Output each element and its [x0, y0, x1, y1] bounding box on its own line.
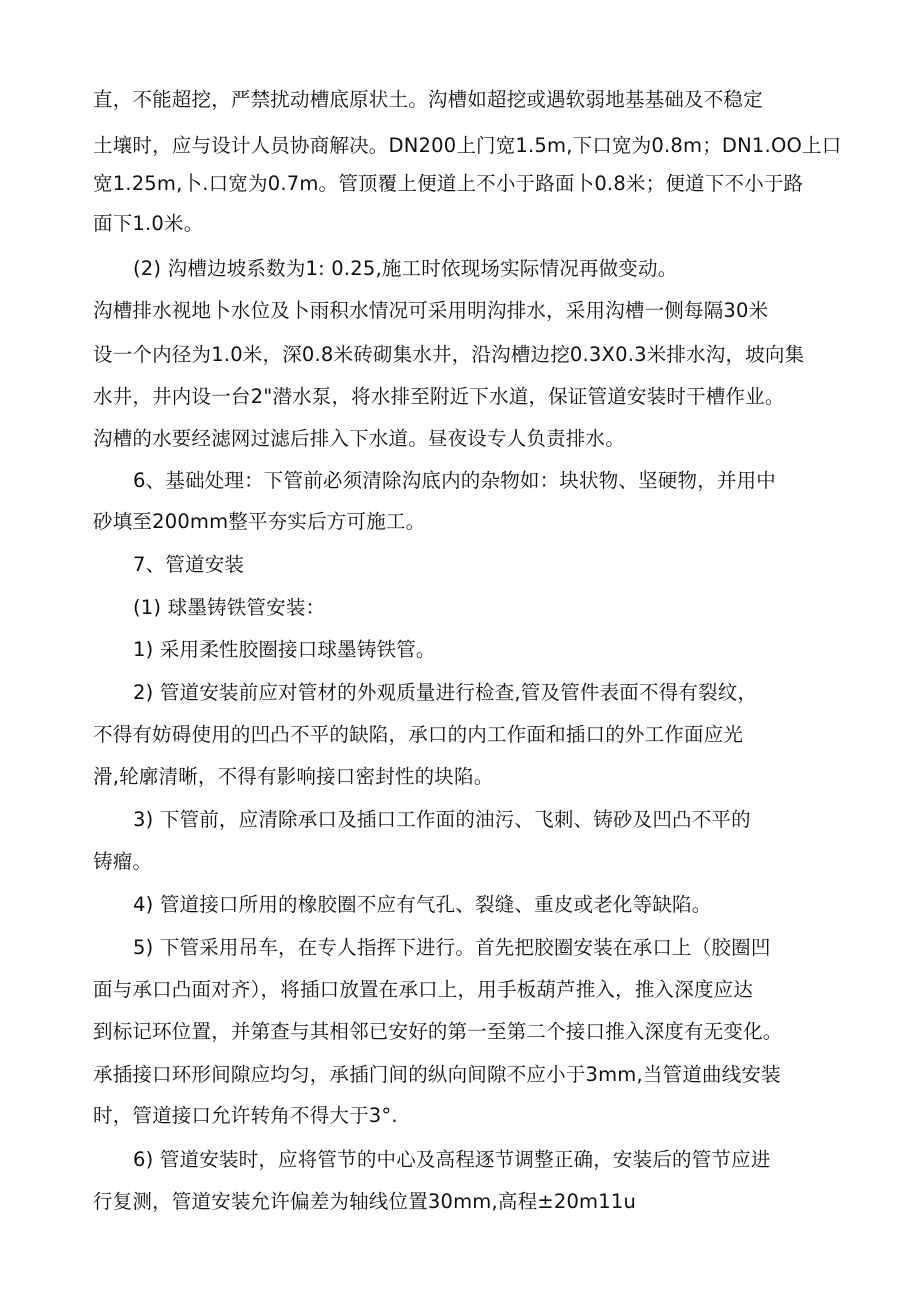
text-line: 滑,轮廓清晰，不得有影响接口密封性的块陷。: [93, 765, 494, 788]
text-line: 1) 采用柔性胶圈接口球墨铸铁管。: [133, 638, 436, 661]
text-line: 砂填至200mm整平夯实后方可施工。: [93, 510, 426, 533]
text-line: (2) 沟槽边坡系数为1: 0.25,施工时依现场实际情况再做变动。: [133, 257, 678, 280]
text-line: 沟槽排水视地卜水位及卜雨积水情况可采用明沟排水，采用沟槽一侧每隔30米: [93, 299, 769, 322]
text-line: 宽1.25m,卜.口宽为0.7m。管顶覆上便道上不小于路面卜0.8米；便道下不小于路: [93, 172, 804, 195]
text-line: 沟槽的水要经滤网过滤后排入下水道。昼夜设专人负责排水。: [93, 427, 625, 450]
text-line: 行复测，管道安装允许偏差为轴线位置30mm,高程±20m11u: [93, 1190, 637, 1213]
text-line: 6、基础处理：下管前必须清除沟底内的杂物如：块状物、坚硬物，并用中: [133, 469, 777, 492]
text-line: 2) 管道安装前应对管材的外观质量进行检查,管及管件表面不得有裂纹，: [133, 681, 758, 704]
text-line: 土壤时，应与设计人员协商解决。DN200上门宽1.5m,下口宽为0.8m；DN1.OO上口: [93, 134, 842, 157]
text-line: 时，管道接口允许转角不得大于3°.: [93, 1104, 398, 1127]
text-line: 5) 下管采用吊车，在专人指挥下进行。首先把胶圈安装在承口上（胶圈凹: [133, 936, 771, 959]
text-line: 承插接口环形间隙应均匀，承插门间的纵向间隙不应小于3mm,当管道曲线安装: [93, 1063, 781, 1086]
text-line: 不得有妨碍使用的凹凸不平的缺陷，承口的内工作面和插口的外工作面应光: [93, 723, 744, 746]
text-line: 直，不能超挖，严禁扰动槽底原状土。沟槽如超挖或遇软弱地基基础及不稳定: [93, 88, 763, 111]
section-heading: 7、管道安装: [133, 553, 245, 576]
text-line: 到标记环位置，并第查与其相邻已安好的第一至第二个接口推入深度有无变化。: [93, 1020, 783, 1043]
text-line: 面与承口凸面对齐），将插口放置在承口上，用手板葫芦推入，推入深度应达: [93, 978, 754, 1001]
text-line: 3) 下管前，应清除承口及插口工作面的油污、飞刺、铸砂及凹凸不平的: [133, 808, 751, 831]
text-line: 4) 管道接口所用的橡胶圈不应有气孔、裂缝、重皮或老化等缺陷。: [133, 893, 712, 916]
text-line: 设一个内径为1.0米，深0.8米砖砌集水井，沿沟槽边挖0.3X0.3米排水沟，坡向集: [93, 343, 805, 366]
text-line: 6) 管道安装时，应将管节的中心及高程逐节调整正确，安装后的管节应进: [133, 1148, 771, 1171]
subsection-heading: (1) 球墨铸铁管安装：: [133, 596, 326, 619]
text-line: 铸瘤。: [93, 850, 153, 873]
text-line: 面下1.0米。: [93, 212, 204, 235]
text-line: 水井，井内设一台2"潜水泵，将水排至附近下水道，保证管道安装时干槽作业。: [93, 385, 785, 408]
